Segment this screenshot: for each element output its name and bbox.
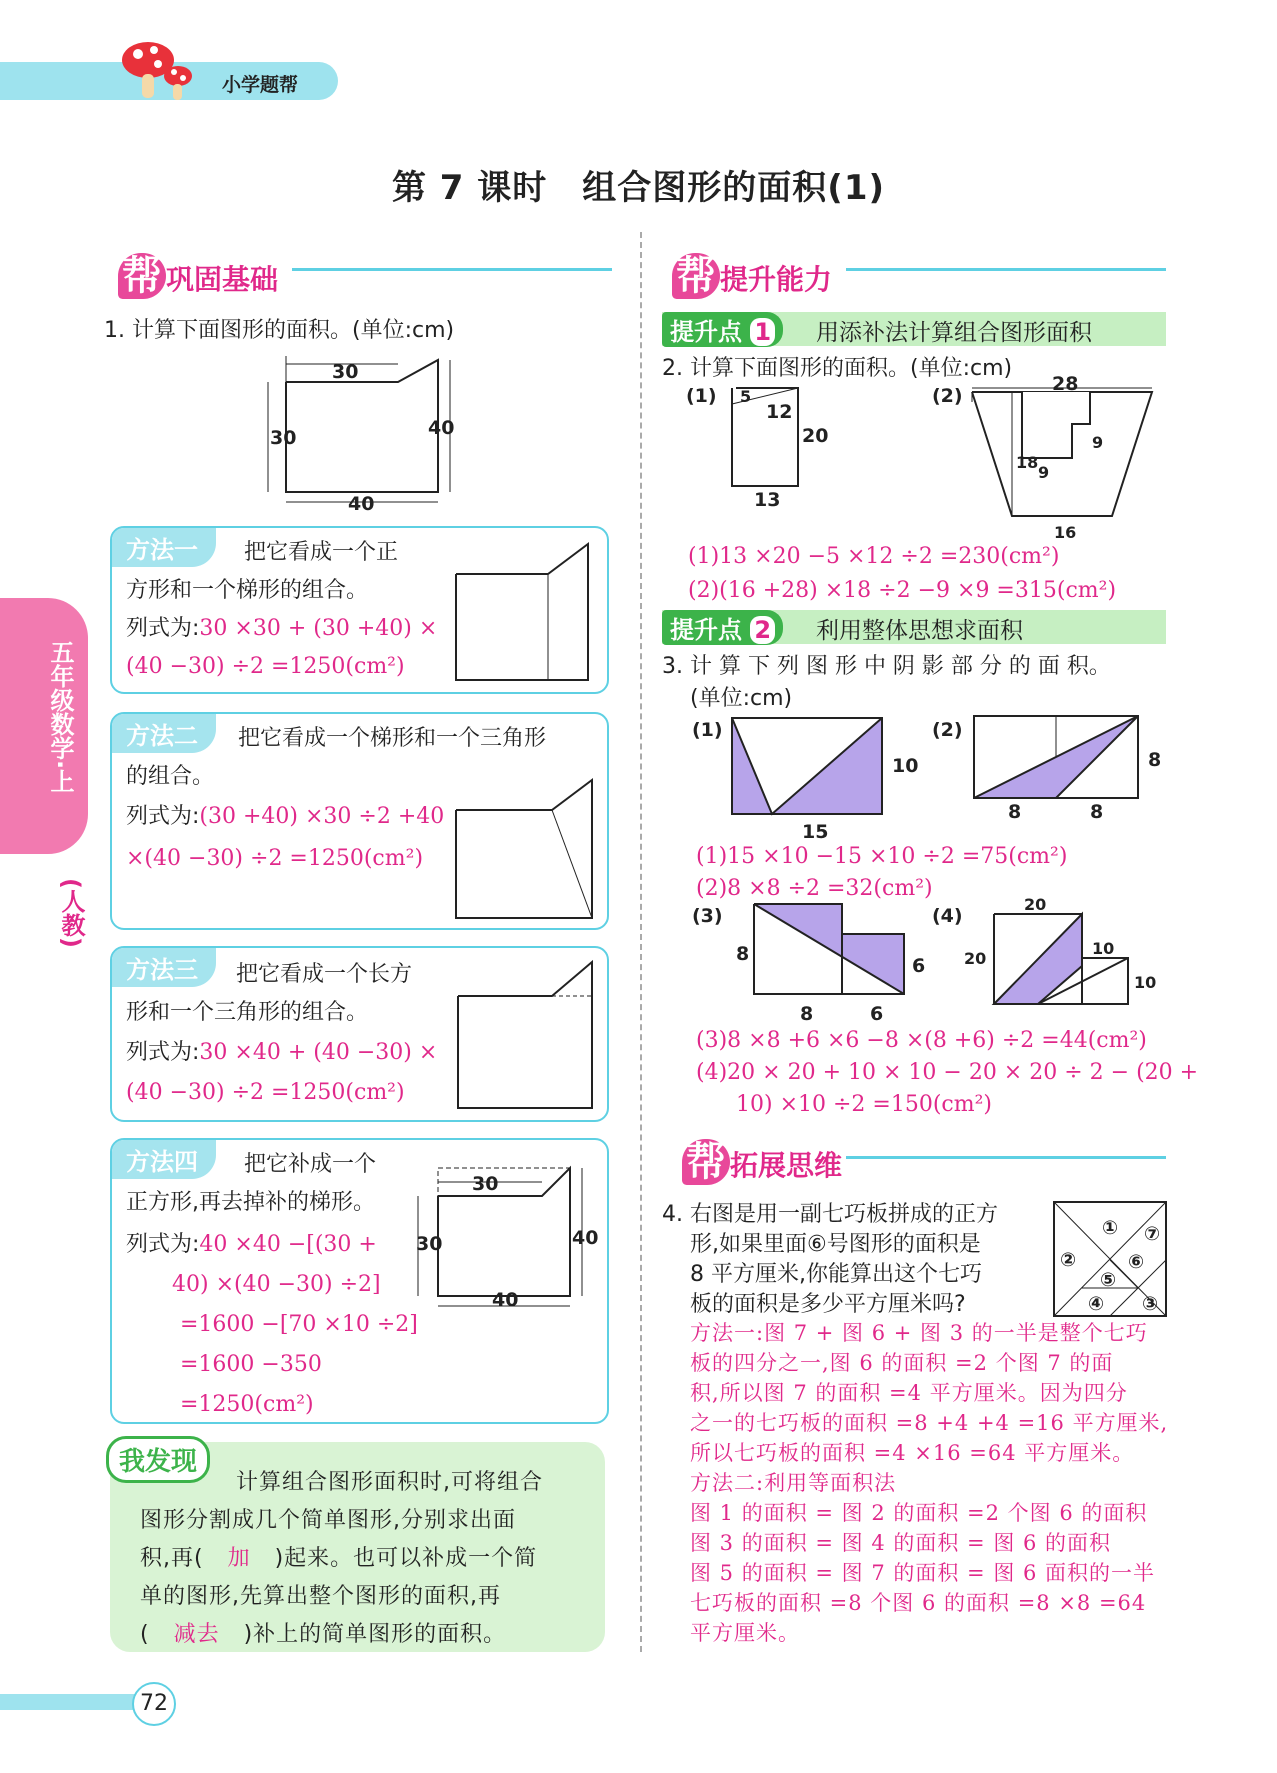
q3-fig4-h: 10 <box>1092 939 1115 958</box>
method-4-label-bottom: 40 <box>492 1289 519 1311</box>
point-2-tag: 提升点 2 <box>662 610 783 645</box>
method-4-formula-line1: 列式为:40 ×40 −[(30 + <box>126 1232 377 1257</box>
tangram-piece-5: ⑤ <box>1100 1269 1117 1291</box>
q3-fig1-h: 10 <box>892 755 919 777</box>
point-1-bar <box>662 312 1166 346</box>
q2-fig1-a: 5 <box>740 387 752 406</box>
q2-fig2-h: 18 <box>1016 453 1039 472</box>
method-4-label-left: 30 <box>416 1233 443 1255</box>
section-heading-basics <box>118 244 278 301</box>
footer-bar <box>0 1694 140 1710</box>
q4-line1: 4. 右图是用一副七巧板拼成的正方 <box>662 1202 998 1227</box>
section-rule <box>292 268 612 271</box>
q3-fig1-w: 15 <box>802 821 829 843</box>
q3-fig4-mark: (4) <box>932 905 963 927</box>
method-2-box <box>110 712 609 930</box>
section-title: 提升能力 <box>720 263 833 296</box>
discover-box <box>110 1442 605 1652</box>
page-number: 72 <box>132 1682 176 1726</box>
q3-fig2-b: 8 <box>1090 801 1104 823</box>
q2-answer-1: (1)13 ×20 −5 ×12 ÷2 =230(cm²) <box>688 544 1060 569</box>
method-4-formula-line3: =1600 −[70 ×10 ÷2] <box>180 1312 418 1337</box>
q3-prompt-line1: 3. 计 算 下 列 图 形 中 阴 影 部 分 的 面 积。 <box>662 654 1111 679</box>
q4-answer-line: 方法二:利用等面积法 <box>690 1471 897 1495</box>
q4-answer-line: 图 3 的面积 = 图 4 的面积 = 图 6 的面积 <box>690 1531 1112 1555</box>
section-bang: 帮 <box>682 1139 730 1185</box>
q3-answer-4-line2: 10) ×10 ÷2 =150(cm²) <box>736 1092 993 1117</box>
method-4-figure <box>412 1154 602 1310</box>
mushroom-logo-icon <box>118 38 198 104</box>
brand-name: 小学题帮 <box>222 74 299 96</box>
method-1-figure <box>442 536 592 686</box>
q3-fig3-h1: 8 <box>736 943 750 965</box>
q3-fig3-a: 8 <box>800 1003 814 1025</box>
discover-line3: 积,再( 加 )起来。也可以补成一个简 <box>140 1546 538 1571</box>
method-2-desc2: 的组合。 <box>126 764 215 789</box>
method-3-formula-line1: 列式为:30 ×40 + (40 −30) × <box>126 1040 438 1065</box>
q2-fig2-top: 28 <box>1052 373 1079 395</box>
q4-answer-line: 图 1 的面积 = 图 2 的面积 =2 个图 6 的面积 <box>690 1501 1148 1525</box>
q2-figure-2 <box>932 373 1168 542</box>
q2-fig2-inner: 9 <box>1092 433 1104 452</box>
q1-label-right: 40 <box>428 417 455 439</box>
method-3-tag: 方法三 <box>112 948 216 987</box>
q4-answer-line: 方法一:图 7 + 图 6 + 图 3 的一半是整个七巧 <box>690 1321 1148 1345</box>
method-3-figure <box>448 954 598 1114</box>
side-tab-grade: 五年级数学·上 <box>46 640 74 794</box>
q3-figure-2 <box>932 710 1168 823</box>
method-2-formula-line2: ×(40 −30) ÷2 =1250(cm²) <box>126 846 424 871</box>
point-2-bar <box>662 610 1166 644</box>
q3-answer-1: (1)15 ×10 −15 ×10 ÷2 =75(cm²) <box>696 844 1068 869</box>
q2-fig2-mark: (2) <box>932 385 963 407</box>
section-bang: 帮 <box>672 253 720 299</box>
q2-answer-2: (2)(16 +28) ×18 ÷2 −9 ×9 =315(cm²) <box>688 578 1117 603</box>
q2-figure-1 <box>686 382 846 512</box>
q3-fig4-left: 20 <box>964 949 987 968</box>
discover-line1: 计算组合图形面积时,可将组合 <box>236 1470 543 1495</box>
q2-prompt: 2. 计算下面图形的面积。(单位:cm) <box>662 356 1013 381</box>
section-bang: 帮 <box>118 253 166 299</box>
q2-fig2-w: 9 <box>1038 463 1050 482</box>
q1-figure <box>262 352 462 515</box>
discover-line2: 图形分割成几个简单图形,分别求出面 <box>140 1508 516 1533</box>
q4-answer-line: 图 5 的面积 = 图 7 的面积 = 图 6 面积的一半 <box>690 1561 1156 1585</box>
q4-answer-line: 积,所以图 7 的面积 =4 平方厘米。因为四分 <box>690 1381 1128 1405</box>
q3-fig2-h: 8 <box>1148 749 1162 771</box>
method-4-tag: 方法四 <box>112 1140 216 1179</box>
method-2-formula-line1: 列式为:(30 +40) ×30 ÷2 +40 <box>126 804 445 829</box>
q2-fig1-d: 13 <box>754 489 781 511</box>
point-1-title: 用添补法计算组合图形面积 <box>816 320 1092 346</box>
q1-label-left: 30 <box>270 427 297 449</box>
method-4-formula-line2: 40) ×(40 −30) ÷2] <box>172 1272 381 1297</box>
discover-tag: 我发现 <box>106 1436 210 1483</box>
method-1-formula-line2: (40 −30) ÷2 =1250(cm²) <box>126 654 405 679</box>
q2-fig1-b: 12 <box>766 401 793 423</box>
section-heading-improve <box>672 244 832 301</box>
q3-fig4-top: 20 <box>1024 895 1047 914</box>
method-4-formula-line5: =1250(cm²) <box>180 1392 314 1417</box>
method-4-label-right: 40 <box>572 1227 599 1249</box>
point-2-title: 利用整体思想求面积 <box>816 618 1023 644</box>
q3-answer-3: (3)8 ×8 +6 ×6 −8 ×(8 +6) ÷2 =44(cm²) <box>696 1028 1147 1053</box>
q3-answer-2: (2)8 ×8 ÷2 =32(cm²) <box>696 876 933 901</box>
discover-blank-2: 减去 <box>173 1622 220 1647</box>
method-3-box <box>110 946 609 1122</box>
section-rule <box>846 1156 1166 1159</box>
q3-fig2-a: 8 <box>1008 801 1022 823</box>
q4-answer-line: 所以七巧板的面积 =4 ×16 =64 平方厘米。 <box>690 1441 1135 1465</box>
discover-line5: ( 减去 )补上的简单图形的面积。 <box>140 1622 507 1647</box>
section-title: 拓展思维 <box>730 1149 843 1182</box>
method-4-desc2: 正方形,再去掉补的梯形。 <box>126 1190 375 1215</box>
tangram-piece-3: ③ <box>1142 1293 1159 1315</box>
discover-blank-1: 加 <box>227 1546 251 1571</box>
q4-answer-line: 之一的七巧板的面积 =8 +4 +4 =16 平方厘米, <box>690 1411 1169 1435</box>
tangram-piece-7: ⑦ <box>1144 1223 1161 1245</box>
q3-figure-1 <box>692 710 918 842</box>
q2-fig1-mark: (1) <box>686 385 717 407</box>
q4-line4: 板的面积是多少平方厘米吗? <box>690 1292 966 1317</box>
method-1-box <box>110 526 609 694</box>
q3-fig3-mark: (3) <box>692 905 723 927</box>
q1-prompt: 1. 计算下面图形的面积。(单位:cm) <box>104 318 455 343</box>
q4-answer-line: 平方厘米。 <box>690 1621 800 1645</box>
tangram-piece-1: ① <box>1102 1217 1119 1239</box>
q1-label-bottom: 40 <box>348 493 375 515</box>
section-title: 巩固基础 <box>166 263 279 296</box>
q4-line2: 形,如果里面⑥号图形的面积是 <box>690 1232 981 1257</box>
q3-fig3-h2: 6 <box>912 955 926 977</box>
method-4-desc1: 把它补成一个 <box>244 1152 377 1177</box>
q3-fig4-w: 10 <box>1134 973 1157 992</box>
method-3-desc2: 形和一个三角形的组合。 <box>126 1000 369 1025</box>
q3-figure-3 <box>692 896 926 1028</box>
q1-label-top: 30 <box>332 361 359 383</box>
method-1-formula-line1: 列式为:30 ×30 + (30 +40) × <box>126 616 438 641</box>
method-2-figure <box>442 774 602 924</box>
q3-prompt-line2: (单位:cm) <box>690 686 793 711</box>
method-4-box <box>110 1138 609 1424</box>
method-4-label-top: 30 <box>472 1173 499 1195</box>
point-1-tag: 提升点 1 <box>662 312 783 347</box>
tangram-piece-6: ⑥ <box>1128 1251 1145 1273</box>
method-4-formula-line4: =1600 −350 <box>180 1352 322 1377</box>
method-3-desc1: 把它看成一个长方 <box>236 962 413 987</box>
method-2-desc1: 把它看成一个梯形和一个三角形 <box>238 726 547 751</box>
method-2-tag: 方法二 <box>112 714 216 753</box>
discover-line4: 单的图形,先算出整个图形的面积,再 <box>140 1584 501 1609</box>
tangram-piece-2: ② <box>1060 1249 1077 1271</box>
q2-fig2-bottom: 16 <box>1054 523 1077 542</box>
q4-line3: 8 平方厘米,你能算出这个七巧 <box>690 1262 982 1287</box>
q4-answer-line: 七巧板的面积 =8 个图 6 的面积 =8 ×8 =64 <box>690 1591 1147 1615</box>
page-title: 第 7 课时 组合图形的面积(1) <box>391 168 886 208</box>
method-1-desc2: 方形和一个梯形的组合。 <box>126 578 369 603</box>
side-tab-edition: (人教) <box>57 878 85 948</box>
tangram-piece-4: ④ <box>1088 1293 1105 1315</box>
q3-figure-4 <box>932 896 1168 1028</box>
q3-fig2-mark: (2) <box>932 719 963 741</box>
q3-fig1-mark: (1) <box>692 719 723 741</box>
section-heading-extend <box>682 1130 842 1187</box>
section-rule <box>846 268 1166 271</box>
method-1-tag: 方法一 <box>112 528 216 567</box>
q4-answer <box>690 1318 1168 1648</box>
column-divider <box>640 232 642 1652</box>
q3-fig3-b: 6 <box>870 1003 884 1025</box>
q2-fig1-c: 20 <box>802 425 829 447</box>
method-3-formula-line2: (40 −30) ÷2 =1250(cm²) <box>126 1080 405 1105</box>
q3-answer-4-line1: (4)20 × 20 + 10 × 10 − 20 × 20 ÷ 2 − (20 + <box>696 1060 1199 1085</box>
tangram-figure <box>1052 1200 1168 1318</box>
q4-answer-line: 板的四分之一,图 6 的面积 =2 个图 7 的面 <box>690 1351 1114 1375</box>
method-1-desc1: 把它看成一个正 <box>244 540 399 565</box>
